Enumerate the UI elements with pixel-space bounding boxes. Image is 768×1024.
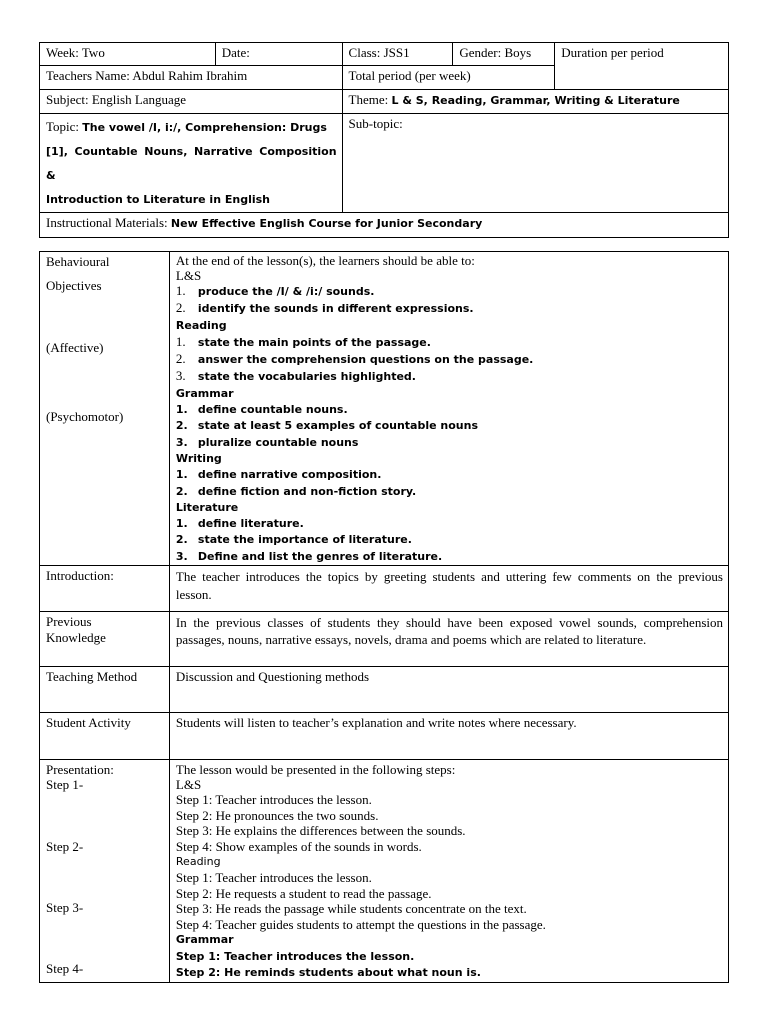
objectives-label-cell xyxy=(40,252,170,566)
objectives-cell xyxy=(169,252,728,566)
presentation-step: Step 2: He pronounces the two sounds. xyxy=(175,807,379,823)
objective-item: 1. define literature. xyxy=(175,517,304,531)
psychomotor-label: (Psychomotor) xyxy=(46,409,124,424)
materials-value: New Effective English Course for Junior Secondary xyxy=(170,217,483,230)
presentation-step: Step 2: He requests a student to read the passage. xyxy=(175,885,432,901)
previous-knowledge-label-1: Previous xyxy=(46,614,92,630)
introduction-text: The teacher introduces the topics by greeting students and uttering few comments on the previous lesson. xyxy=(169,566,728,612)
topic-label: Topic: xyxy=(46,119,83,134)
objective-item: 1. define countable nouns. xyxy=(175,403,348,417)
lesson-header-table xyxy=(39,42,729,238)
reading-heading: Reading xyxy=(175,318,227,332)
total-period: Total period (per week) xyxy=(348,68,471,83)
subject-cell xyxy=(40,90,343,114)
introduction-label-cell xyxy=(40,566,170,612)
objective-item: 1. define narrative composition. xyxy=(175,468,382,482)
grammar-heading: Grammar xyxy=(175,386,234,400)
presentation-grammar-heading: Grammar xyxy=(175,933,234,947)
introduction-label: Introduction: xyxy=(46,568,114,584)
materials-label: Instructional Materials: xyxy=(46,215,171,230)
week-cell xyxy=(40,43,216,66)
presentation-step: Step 3: He explains the differences between the sounds. xyxy=(175,823,466,839)
objective-item: 1. produce the /I/ & /i:/ sounds. xyxy=(175,283,375,298)
teacher-cell xyxy=(40,66,343,90)
theme-cell xyxy=(342,90,728,114)
materials-cell xyxy=(40,213,729,238)
objective-item: 2. state the importance of literature. xyxy=(175,533,412,547)
presentation-cell xyxy=(169,760,728,983)
topic-line-2: [1], Countable Nouns, Narrative Composition & xyxy=(46,145,337,182)
step-4-label: Step 4- xyxy=(46,961,84,977)
presentation-label-cell xyxy=(40,760,170,983)
step-1-label: Step 1- xyxy=(46,777,84,793)
subtopic: Sub-topic: xyxy=(348,116,403,131)
theme-label: Theme: xyxy=(348,92,392,107)
duration: Duration per period xyxy=(561,45,664,60)
previous-knowledge-text: In the previous classes of students they should have been exposed vowel sounds, comprehension passages, nouns, narrative essays, novels, drama and poems which are related to literature. xyxy=(169,612,728,667)
presentation-ls-heading: L&S xyxy=(175,777,202,793)
topic-cell xyxy=(40,114,343,213)
objectives-label-1: Behavioural xyxy=(46,254,110,269)
presentation-step: Step 1: Teacher introduces the lesson. xyxy=(175,949,415,963)
previous-knowledge-label-2: Knowledge xyxy=(46,630,106,646)
objective-item: 3. pluralize countable nouns xyxy=(175,435,359,449)
affective-label: (Affective) xyxy=(46,340,104,355)
subject: Subject: English Language xyxy=(46,92,187,107)
date: Date: xyxy=(221,45,250,60)
presentation-step: Step 4: Show examples of the sounds in words. xyxy=(175,838,422,854)
objectives-label-2: Objectives xyxy=(46,278,102,293)
subtopic-cell xyxy=(342,114,728,213)
objective-item: 3. Define and list the genres of literature. xyxy=(175,549,443,563)
presentation-step: Step 1: Teacher introduces the lesson. xyxy=(175,870,372,886)
step-2-label: Step 2- xyxy=(46,839,84,855)
theme-value: L & S, Reading, Grammar, Writing & Literature xyxy=(391,94,680,107)
presentation-step: Step 1: Teacher introduces the lesson. xyxy=(175,792,372,808)
objective-item: 1. state the main points of the passage. xyxy=(175,333,431,349)
class: Class: JSS1 xyxy=(348,45,410,60)
presentation-intro: The lesson would be presented in the following steps: xyxy=(175,762,456,778)
presentation-step: Step 2: He reminds students about what noun is. xyxy=(175,966,481,980)
previous-knowledge-label-cell xyxy=(40,612,170,667)
student-activity-label-cell xyxy=(40,713,170,760)
presentation-step: Step 4: Teacher guides students to attempt the questions in the passage. xyxy=(175,916,546,932)
presentation-label: Presentation: xyxy=(46,762,114,778)
writing-heading: Writing xyxy=(175,451,222,465)
total-period-cell xyxy=(342,66,555,90)
topic-line-1: The vowel /I, i:/, Comprehension: Drugs xyxy=(82,121,327,134)
objective-item: 2. define fiction and non-fiction story. xyxy=(175,484,417,498)
ls-heading: L&S xyxy=(175,268,202,283)
objective-item: 2. answer the comprehension questions on the passage. xyxy=(175,351,534,367)
objective-item: 2. identify the sounds in different expressions. xyxy=(175,300,474,316)
teaching-method-label: Teaching Method xyxy=(46,669,138,685)
class-cell xyxy=(342,43,453,66)
presentation-reading-heading: Reading xyxy=(175,855,221,869)
literature-heading: Literature xyxy=(175,500,239,514)
topic-line-3: Introduction to Literature in English xyxy=(46,193,271,206)
lesson-plan-table xyxy=(39,251,729,983)
duration-cell xyxy=(555,43,729,90)
objective-item: 3. state the vocabularies highlighted. xyxy=(175,368,416,384)
step-3-label: Step 3- xyxy=(46,900,84,916)
objectives-intro: At the end of the lesson(s), the learners should be able to: xyxy=(175,253,475,268)
gender-cell xyxy=(453,43,555,66)
teacher-name: Teachers Name: Abdul Rahim Ibrahim xyxy=(46,68,248,83)
student-activity-text: Students will listen to teacher’s explanation and write notes where necessary. xyxy=(169,713,728,760)
objective-item: 2. state at least 5 examples of countable nouns xyxy=(175,419,479,433)
teaching-method-text: Discussion and Questioning methods xyxy=(169,667,728,713)
gender: Gender: Boys xyxy=(459,45,532,60)
student-activity-label: Student Activity xyxy=(46,715,131,731)
teaching-method-label-cell xyxy=(40,667,170,713)
presentation-step: Step 3: He reads the passage while students concentrate on the text. xyxy=(175,901,527,917)
week: Week: Two xyxy=(46,45,105,60)
date-cell xyxy=(215,43,342,66)
